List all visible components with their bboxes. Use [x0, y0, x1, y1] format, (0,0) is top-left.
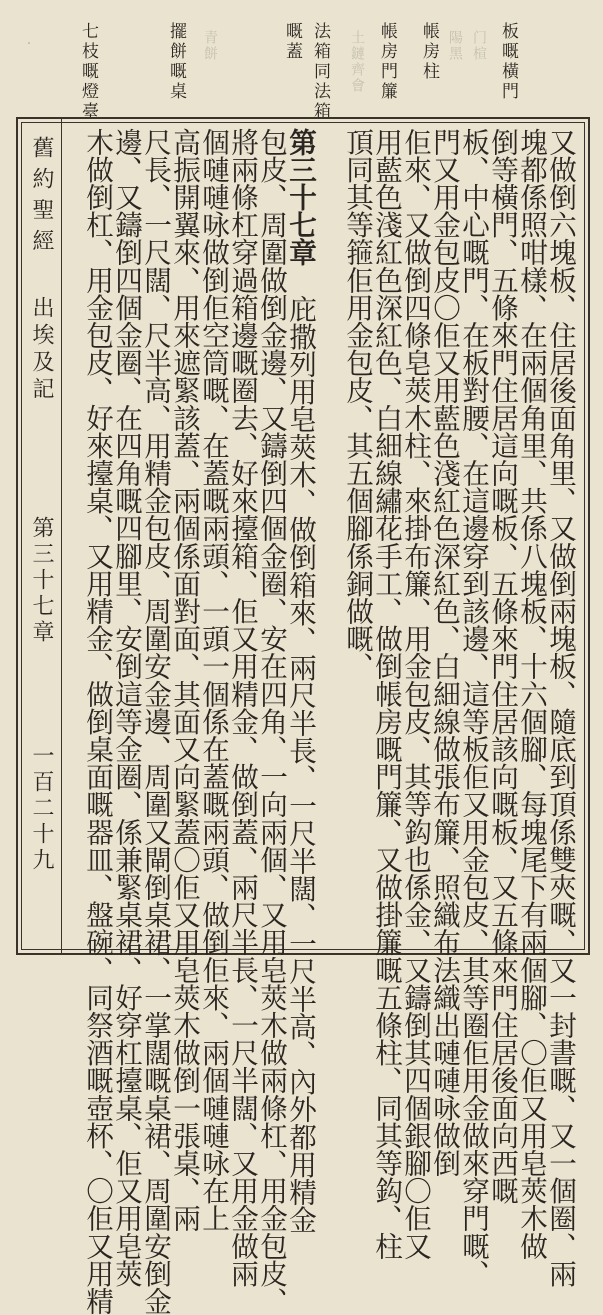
- margin-note: 嘅蓋: [282, 22, 302, 62]
- text-column: 佢來、又做倒四條皂莢木柱、來掛布簾、用金包皮、其等鈎也係金、又鑄倒其四個銀腳〇佢又: [399, 128, 432, 1260]
- text-column: 包皮、周圍做倒金邊、又鑄倒四個金圈、安在四角、一向兩個、又用皂莢木做兩條杠、用金包皮、: [255, 128, 288, 1315]
- faint-note: 门楦: [471, 30, 487, 62]
- text-column: 倒等橫門、五條來門住居這向嘅板、五條來門住居該向嘅板、又五條來門住居後面向西嘅: [486, 128, 519, 1205]
- text-column: 庇撒列用皂莢木、做倒箱來、兩尺半長、一尺半闊、一尺半高、內外都用精金: [284, 295, 317, 1234]
- text-column: 邊、又鑄倒四個金圈、在四角嘅四腳里、安倒這等金圈、係兼緊桌裙、好穿杠擡桌、佢又用皂莢: [110, 128, 143, 1288]
- header-divider: [61, 118, 62, 954]
- text-column: 木做倒杠、用金包皮、好來擡桌、又用精金、做倒桌面嘅器皿、盤碗、同祭酒嘅壺杯、〇佢又用精: [81, 128, 114, 1315]
- faint-note: 土鏈齊會: [349, 30, 365, 94]
- text-column: 塊都係照咁樣、在兩個角里、共係八塊板、十六個腳、每塊尾下有兩個腳、〇佢又用皂莢木做: [515, 128, 548, 1260]
- chapter-heading: 第三十七章: [284, 128, 317, 266]
- text-column: 頂同其等箍佢用金包皮、其五個腳係銅做嘅、: [341, 128, 374, 680]
- margin-note: 帳房柱: [419, 22, 439, 82]
- text-column: 個嗹嗹咏做倒佢空筒嘅、在蓋嘅兩頭、一頭一個係在蓋嘅兩頭、做倒佢來、兩個嗹嗹咏在上: [197, 128, 230, 1232]
- margin-note: 帳房門簾: [377, 22, 397, 102]
- margin-note: 板嘅橫門: [498, 22, 518, 102]
- text-column: 尺長、一尺闊、尺半高、用精金包皮、周圍安金邊、周圍又閘倒桌裙、一掌闊嘅桌裙、周圍安倒金: [139, 128, 172, 1315]
- faint-note: 陽黑: [447, 30, 463, 62]
- running-title: 舊約聖經: [29, 136, 54, 260]
- margin-note: 法箱同法箱: [310, 22, 330, 122]
- margin-note: 擺餅嘅桌: [166, 22, 186, 102]
- text-column: 高振開翼來、用來遮緊該蓋、兩個係面對面、其面又向緊蓋〇佢又用皂莢木做倒一張桌、兩: [168, 128, 201, 1232]
- text-column: 又做倒六塊板、住居後面角里、又做倒兩塊板、隨底到頂係雙夾嘅、又一封書嘅、又一個圈、兩: [544, 128, 577, 1288]
- faint-note: 青餅: [202, 30, 218, 62]
- book-name: 出埃及記: [29, 296, 54, 404]
- page-number: 一百二十九: [29, 744, 54, 874]
- ink-mark: ·: [21, 36, 37, 52]
- chapter-label: 第三十七章: [29, 516, 54, 646]
- text-column: 將兩條杠穿過箱邊嘅圈去、好來擡箱、佢又用精金、做倒蓋、兩尺半長、一尺半闊、又用金做兩: [226, 128, 259, 1288]
- text-column: 用藍色淺紅色深紅色、白細線繡花手工、做倒帳房嘅門簾、又做掛簾嘅五條柱、同其等鈎、柱: [370, 128, 403, 1260]
- text-column: 板、中心嘅門、在板對腰、在這邊穿到該邊、這等板佢又用金包皮、其等圈佢用金做來穿門嘅、: [457, 128, 490, 1288]
- margin-note: 七枝嘅燈臺: [78, 22, 98, 122]
- text-column: 門又用金包皮〇佢又用藍色淺紅色深紅色、白細線做張布簾、照織布法織出嗹嗹咏做倒: [428, 128, 461, 1177]
